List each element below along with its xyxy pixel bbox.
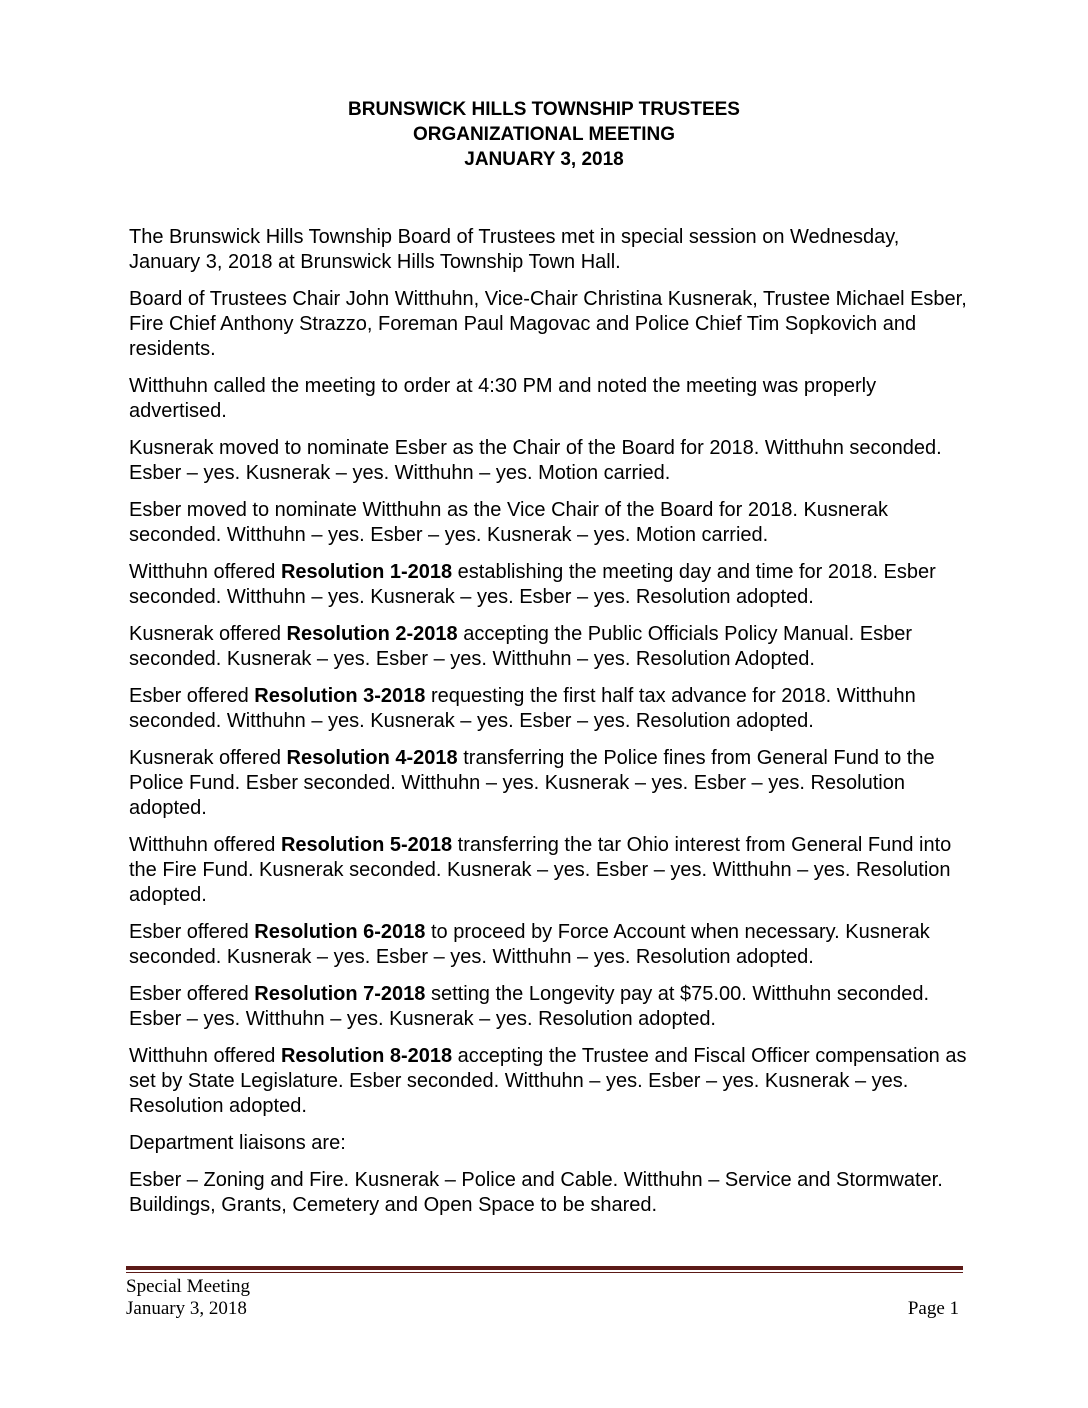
resolution-6-number: Resolution 6-2018 <box>254 921 426 943</box>
paragraph-call-to-order: Witthuhn called the meeting to order at 4:30 PM and noted the meeting was properly advertised. <box>129 375 877 422</box>
resolution-5-number: Resolution 5-2018 <box>280 834 453 856</box>
minutes-body <box>129 225 974 1230</box>
resolution-7-number: Resolution 7-2018 <box>254 983 426 1005</box>
resolution-7-pre: Esber offered <box>129 983 255 1005</box>
resolution-8-number: Resolution 8-2018 <box>280 1045 453 1067</box>
resolution-2-number: Resolution 2-2018 <box>286 623 458 645</box>
header-date: JANUARY 3, 2018 <box>464 149 624 170</box>
resolution-5-paragraph <box>129 833 974 908</box>
resolution-3-pre: Esber offered <box>129 685 255 707</box>
resolution-7-post: setting the Longevity pay at $75.00. Witthuhn seconded. Esber – yes. Witthuhn – yes. Kusnerak – yes. Resolution adopted. <box>129 983 930 1030</box>
page-number: Page 1 <box>907 1298 959 1319</box>
resolution-5-pre: Witthuhn offered <box>129 834 281 856</box>
resolution-5-post: transferring the tar Ohio interest from General Fund into the Fire Fund. Kusnerak seconded. Kusnerak – yes. Esber – yes. Witthuhn – yes. Resolution adopted. <box>129 834 952 906</box>
resolution-1-pre: Witthuhn offered <box>129 561 281 583</box>
resolution-3-post: requesting the first half tax advance for 2018. Witthuhn seconded. Witthuhn – yes. Kusnerak – yes. Esber – yes. Resolution adopted. <box>129 685 916 732</box>
resolution-1-post: establishing the meeting day and time for 2018. Esber seconded. Witthuhn – yes. Kusnerak – yes. Esber – yes. Resolution adopted. <box>129 561 936 608</box>
resolution-2-paragraph <box>129 622 974 672</box>
resolution-8-paragraph <box>129 1044 974 1119</box>
resolution-8-pre: Witthuhn offered <box>129 1045 281 1067</box>
document-header <box>0 97 1088 172</box>
footer-meeting-type: Special Meeting <box>126 1276 250 1297</box>
footer-divider <box>126 1266 963 1273</box>
resolution-8-post: accepting the Trustee and Fiscal Officer compensation as set by State Legislature. Esber seconded. Witthuhn – yes. Esber – yes. Kusnerak – yes. Resolution adopted. <box>129 1045 967 1117</box>
header-subtitle: ORGANIZATIONAL MEETING <box>412 124 676 145</box>
footer-divider-thin <box>126 1272 963 1273</box>
resolution-4-post: transferring the Police fines from General Fund to the Police Fund. Esber seconded. Witthuhn – yes. Kusnerak – yes. Esber – yes. Resolution adopted. <box>129 747 935 819</box>
paragraph-attendees: Board of Trustees Chair John Witthuhn, Vice-Chair Christina Kusnerak, Trustee Michael Esber, Fire Chief Anthony Strazzo, Foreman Paul Magovac and Police Chief Tim Sopkovich and residents. <box>129 288 967 360</box>
paragraph-liaisons-intro: Department liaisons are: <box>129 1132 346 1154</box>
header-title: BRUNSWICK HILLS TOWNSHIP TRUSTEES <box>348 99 740 120</box>
resolution-4-pre: Kusnerak offered <box>129 747 287 769</box>
resolution-6-pre: Esber offered <box>129 921 255 943</box>
resolution-7-paragraph <box>129 982 974 1032</box>
resolution-4-paragraph <box>129 746 974 821</box>
resolution-4-number: Resolution 4-2018 <box>286 747 458 769</box>
footer-divider-thick <box>126 1266 963 1270</box>
resolution-2-pre: Kusnerak offered <box>129 623 287 645</box>
paragraph-chair-nomination: Kusnerak moved to nominate Esber as the Chair of the Board for 2018. Witthuhn seconded. Esber – yes. Kusnerak – yes. Witthuhn – yes. Motion carried. <box>129 437 942 484</box>
paragraph-liaisons: Esber – Zoning and Fire. Kusnerak – Police and Cable. Witthuhn – Service and Stormwater. Buildings, Grants, Cemetery and Open Space to be shared. <box>129 1169 943 1216</box>
resolution-6-post: to proceed by Force Account when necessary. Kusnerak seconded. Kusnerak – yes. Esber – yes. Witthuhn – yes. Resolution adopted. <box>129 921 930 968</box>
footer-meeting-info <box>126 1276 250 1320</box>
resolution-3-number: Resolution 3-2018 <box>254 685 426 707</box>
resolution-1-number: Resolution 1-2018 <box>280 561 453 583</box>
footer-meeting-date: January 3, 2018 <box>126 1298 247 1319</box>
resolution-1-paragraph <box>129 560 974 610</box>
paragraph-session: The Brunswick Hills Township Board of Trustees met in special session on Wednesday, January 3, 2018 at Brunswick Hills Township Town Hall. <box>129 226 900 273</box>
resolution-3-paragraph <box>129 684 974 734</box>
paragraph-vice-chair-nomination: Esber moved to nominate Witthuhn as the Vice Chair of the Board for 2018. Kusnerak seconded. Witthuhn – yes. Esber – yes. Kusnerak – yes. Motion carried. <box>129 499 888 546</box>
resolution-6-paragraph <box>129 920 974 970</box>
resolution-2-post: accepting the Public Officials Policy Manual. Esber seconded. Kusnerak – yes. Esber – yes. Witthuhn – yes. Resolution Adopted. <box>129 623 912 670</box>
